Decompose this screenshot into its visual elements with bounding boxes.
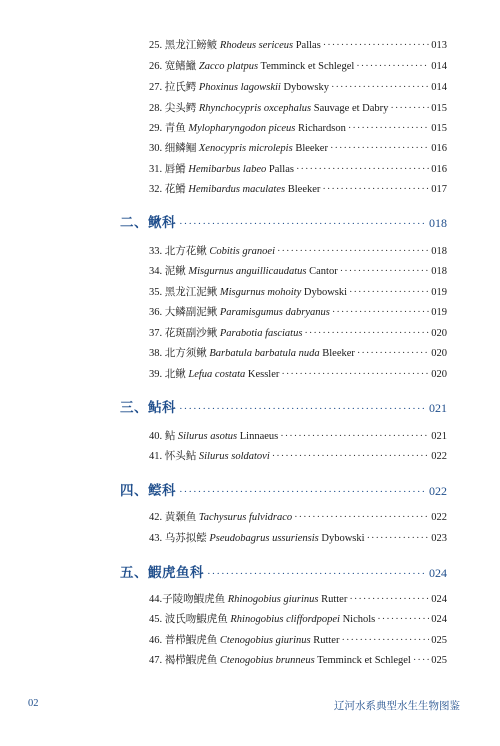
entry-chinese-name: 45. 波氏吻鰕虎鱼: [149, 614, 228, 625]
entry-scientific-name: Mylopharyngodon piceus: [188, 123, 296, 134]
entry-author: Temminck et Schlegel: [317, 655, 411, 666]
entry-page-number: 024: [431, 614, 447, 625]
entry-scientific-name: Silurus soldatovi: [198, 451, 270, 462]
dot-leader: [272, 447, 429, 467]
dot-leader: [413, 651, 429, 671]
entry-author: Cantor: [309, 266, 338, 277]
dot-leader: [349, 283, 429, 303]
dot-leader: [304, 324, 429, 344]
entry-scientific-name: Rhodeus sericeus: [219, 40, 294, 51]
dot-leader: [357, 344, 429, 364]
entry-scientific-name: Pseudobagrus ussuriensis: [209, 533, 319, 544]
entry-chinese-name: 47. 褐栉鰕虎鱼: [149, 655, 218, 666]
entry-scientific-name: Rhinogobius cliffordpopei: [230, 614, 340, 625]
dot-leader: [332, 303, 429, 323]
entry-page-number: 019: [431, 287, 447, 298]
entry-scientific-name: Rhinogobius giurinus: [227, 594, 319, 605]
dot-leader: [349, 590, 429, 610]
toc-entry[interactable]: [149, 427, 447, 447]
entry-page-number: 024: [431, 594, 447, 605]
entry-page-number: 022: [431, 451, 447, 462]
section-page-number: 021: [429, 401, 447, 415]
dot-leader: [179, 218, 426, 230]
toc-section-heading[interactable]: [120, 211, 447, 237]
entry-scientific-name: Ctenogobius giurinus: [219, 635, 311, 646]
toc-entry[interactable]: [149, 283, 447, 303]
section-title: 五、鰕虎鱼科: [120, 565, 204, 581]
entry-page-number: 014: [431, 82, 447, 93]
entry-chinese-name: 46. 普栉鰕虎鱼: [149, 635, 218, 646]
entry-scientific-name: Parabotia fasciatus: [219, 328, 303, 339]
toc-entry[interactable]: [149, 651, 447, 671]
entry-scientific-name: Silurus asotus: [177, 431, 238, 442]
entry-author: Pallas: [295, 40, 321, 51]
toc-entry[interactable]: [149, 344, 447, 364]
toc-entry[interactable]: [149, 57, 447, 77]
entry-scientific-name: Xenocypris microlepis: [198, 143, 293, 154]
entry-author: Dybowski: [321, 533, 365, 544]
toc-entry[interactable]: [149, 508, 447, 528]
toc-entry[interactable]: [149, 99, 447, 119]
entry-author: Dybowski: [303, 287, 348, 298]
entry-scientific-name: Cobitis granoei: [209, 246, 276, 257]
entry-scientific-name: Barbatula barbatula nuda: [209, 348, 320, 359]
entry-chinese-name: 35. 黑龙江泥鳅: [149, 287, 218, 298]
entry-author: Sauvage et Dabry: [313, 103, 389, 114]
entry-page-number: 023: [431, 533, 447, 544]
entry-page-number: 013: [431, 40, 447, 51]
entry-author: Rutter: [313, 635, 340, 646]
entry-chinese-name: 32. 花䱻: [149, 184, 186, 195]
dot-leader: [323, 36, 429, 56]
toc-entry[interactable]: [149, 324, 447, 344]
entry-page-number: 021: [431, 431, 447, 442]
dot-leader: [179, 403, 426, 415]
toc-entry[interactable]: [149, 365, 447, 385]
entry-page-number: 016: [431, 164, 447, 175]
entry-author: Bleeker: [322, 348, 355, 359]
toc-section-heading[interactable]: [120, 479, 447, 505]
entry-chinese-name: 36. 大鳞副泥鳅: [149, 307, 218, 318]
entry-chinese-name: 41. 怀头鲇: [149, 451, 197, 462]
toc-entry[interactable]: [149, 590, 447, 610]
entry-chinese-name: 37. 花斑副沙鳅: [149, 328, 218, 339]
toc-section-heading[interactable]: [120, 561, 447, 587]
entry-author: Kessler: [247, 369, 280, 380]
section-page-number: 022: [429, 484, 447, 498]
entry-scientific-name: Zacco platpus: [198, 61, 259, 72]
entry-chinese-name: 25. 黑龙江鳑鲏: [149, 40, 218, 51]
entry-scientific-name: Ctenogobius brunneus: [219, 655, 315, 666]
entry-author: Rutter: [321, 594, 348, 605]
dot-leader: [179, 486, 426, 498]
section-title: 二、鳅科: [120, 215, 176, 231]
entry-chinese-name: 39. 北鳅: [149, 369, 186, 380]
entry-author: Dybowsky: [283, 82, 329, 93]
footer-page-number: 02: [28, 698, 39, 709]
entry-chinese-name: 42. 黄颡鱼: [149, 512, 197, 523]
entry-author: Temminck et Schlegel: [260, 61, 355, 72]
entry-page-number: 019: [431, 307, 447, 318]
toc-entry[interactable]: [149, 447, 447, 467]
toc-entry[interactable]: [149, 119, 447, 139]
footer-book-title: 辽河水系典型水生生物图鉴: [334, 701, 460, 712]
dot-leader: [296, 160, 429, 180]
dot-leader: [277, 242, 429, 262]
entry-author: Nichols: [342, 614, 376, 625]
entry-page-number: 018: [431, 266, 447, 277]
section-title: 四、鲿科: [120, 483, 176, 499]
entry-chinese-name: 29. 青鱼: [149, 123, 186, 134]
dot-leader: [367, 529, 430, 549]
dot-leader: [377, 610, 429, 630]
toc-entry[interactable]: [149, 36, 447, 56]
dot-leader: [294, 508, 429, 528]
entry-scientific-name: Misgurnus anguillicaudatus: [188, 266, 307, 277]
entry-chinese-name: 31. 唇䱻: [149, 164, 186, 175]
entry-chinese-name: 38. 北方须鳅: [149, 348, 207, 359]
entry-scientific-name: Phoxinus lagowskii: [198, 82, 281, 93]
dot-leader: [348, 119, 429, 139]
toc-entry[interactable]: [149, 139, 447, 159]
entry-chinese-name: 26. 宽鳍鱲: [149, 61, 197, 72]
dot-leader: [330, 139, 429, 159]
toc-entry[interactable]: [149, 160, 447, 180]
dot-leader: [341, 631, 429, 651]
section-page-number: 018: [429, 216, 447, 230]
entry-scientific-name: Lefua costata: [188, 369, 246, 380]
entry-page-number: 014: [431, 61, 447, 72]
dot-leader: [356, 57, 429, 77]
section-title: 三、鲇科: [120, 400, 176, 416]
entry-page-number: 022: [431, 512, 447, 523]
entry-page-number: 016: [431, 143, 447, 154]
entry-chinese-name: 33. 北方花鳅: [149, 246, 207, 257]
entry-chinese-name: 34. 泥鳅: [149, 266, 186, 277]
entry-page-number: 017: [431, 184, 447, 195]
entry-chinese-name: 44.子陵吻鰕虎鱼: [149, 594, 226, 605]
entry-chinese-name: 28. 尖头鳄: [149, 103, 197, 114]
entry-chinese-name: 30. 细鳞鲴: [149, 143, 197, 154]
entry-page-number: 025: [431, 635, 447, 646]
toc-section-heading[interactable]: [120, 396, 447, 422]
toc-entry[interactable]: [149, 180, 447, 200]
entry-page-number: 015: [431, 103, 447, 114]
toc-entry[interactable]: [149, 242, 447, 262]
entry-author: Pallas: [268, 164, 294, 175]
entry-chinese-name: 27. 拉氏鳄: [149, 82, 197, 93]
entry-scientific-name: Hemibardus maculates: [188, 184, 286, 195]
entry-scientific-name: Rhynchocypris oxcephalus: [198, 103, 312, 114]
dot-leader: [322, 180, 429, 200]
entry-scientific-name: Misgurnus mohoity: [219, 287, 302, 298]
dot-leader: [340, 262, 430, 282]
entry-author: Bleeker: [295, 143, 328, 154]
entry-page-number: 020: [431, 328, 447, 339]
entry-author: Richardson: [298, 123, 346, 134]
entry-chinese-name: 40. 鲇: [149, 431, 176, 442]
toc-entry[interactable]: [149, 262, 447, 282]
toc-entry[interactable]: [149, 78, 447, 98]
entry-author: Linnaeus: [239, 431, 279, 442]
entry-scientific-name: Hemibarbus labeo: [188, 164, 267, 175]
entry-page-number: 025: [431, 655, 447, 666]
dot-leader: [390, 99, 429, 119]
section-page-number: 024: [429, 566, 447, 580]
dot-leader: [331, 78, 429, 98]
toc-entry[interactable]: [149, 303, 447, 323]
toc-entry[interactable]: [149, 529, 447, 549]
dot-leader: [281, 365, 429, 385]
toc-entry[interactable]: [149, 610, 447, 630]
entry-author: Bleeker: [287, 184, 321, 195]
entry-page-number: 020: [431, 369, 447, 380]
dot-leader: [207, 568, 426, 580]
entry-page-number: 020: [431, 348, 447, 359]
entry-scientific-name: Tachysurus fulvidraco: [198, 512, 293, 523]
dot-leader: [280, 427, 429, 447]
toc-entry[interactable]: [149, 631, 447, 651]
entry-page-number: 018: [431, 246, 447, 257]
entry-page-number: 015: [431, 123, 447, 134]
entry-chinese-name: 43. 乌苏拟鲿: [149, 533, 207, 544]
entry-scientific-name: Paramisgumus dabryanus: [219, 307, 330, 318]
